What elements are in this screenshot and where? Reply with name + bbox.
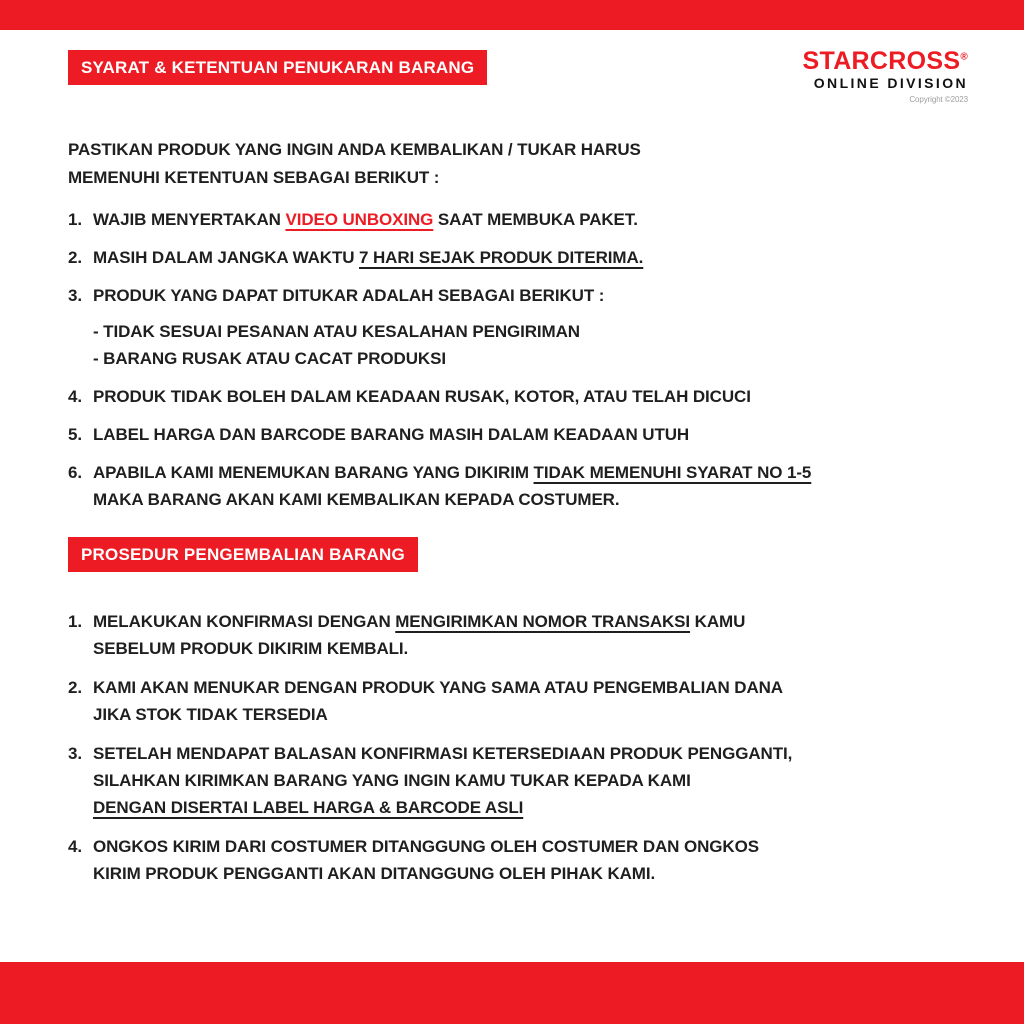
term-item-1: [68, 206, 968, 233]
item-text: [93, 206, 968, 233]
item-text: LABEL HARGA DAN BARCODE BARANG MASIH DALAM KEADAAN UTUH: [93, 425, 690, 445]
section2-badge-row: [68, 537, 968, 572]
copyright-text: Copyright ©2023: [909, 95, 968, 105]
text-segment: MASIH DALAM JANGKA WAKTU: [93, 248, 360, 268]
item-number: 1.: [68, 210, 82, 230]
item-number: 4.: [68, 387, 82, 407]
transaction-number-underline: MENGIRIMKAN NOMOR TRANSAKSI: [395, 612, 691, 632]
item-line-2: JIKA STOK TIDAK TERSEDIA: [93, 705, 328, 725]
registered-trademark-mark: ®: [960, 51, 968, 63]
procedure-item-3: [68, 740, 968, 821]
term-item-3: [68, 282, 968, 372]
item-number: 6.: [68, 463, 82, 483]
section2-title-badge: PROSEDUR PENGEMBALIAN BARANG: [68, 537, 418, 572]
requirement-underline: TIDAK MEMENUHI SYARAT NO 1-5: [533, 463, 812, 483]
sub-condition-2: - BARANG RUSAK ATAU CACAT PRODUKSI: [93, 349, 446, 369]
label-barcode-underline: DENGAN DISERTAI LABEL HARGA & BARCODE ASLI: [93, 798, 524, 818]
item-number: 2.: [68, 248, 82, 268]
item-text: [93, 740, 968, 821]
item-text: [93, 459, 968, 513]
procedure-item-4: [68, 833, 968, 887]
term-item-2: [68, 244, 968, 271]
item-text: [93, 608, 968, 662]
item-line-1: [93, 608, 968, 635]
item-line-2: SEBELUM PRODUK DIKIRIM KEMBALI.: [93, 639, 409, 659]
intro-line-2: MEMENUHI KETENTUAN SEBAGAI BERIKUT :: [68, 168, 440, 188]
item-line-1: SETELAH MENDAPAT BALASAN KONFIRMASI KETERSEDIAAN PRODUK PENGGANTI,: [93, 744, 793, 764]
item-line-2: KIRIM PRODUK PENGGANTI AKAN DITANGGUNG OLEH PIHAK KAMI.: [93, 864, 656, 884]
item-line-2: SILAHKAN KIRIMKAN BARANG YANG INGIN KAMU TUKAR KEPADA KAMI: [93, 771, 691, 791]
brand-logo: [803, 48, 968, 104]
section1-title-badge: SYARAT & KETENTUAN PENUKARAN BARANG: [68, 50, 487, 85]
item-text: [93, 833, 968, 887]
item-line-1: ONGKOS KIRIM DARI COSTUMER DITANGGUNG OLEH COSTUMER DAN ONGKOS: [93, 837, 759, 857]
header-row: [68, 47, 968, 105]
item-number: 1.: [68, 612, 82, 632]
term-item-4: [68, 383, 968, 410]
intro-paragraph: [68, 136, 968, 192]
brand-name: [803, 48, 968, 74]
item-line-1: KAMI AKAN MENUKAR DENGAN PRODUK YANG SAMA ATAU PENGEMBALIAN DANA: [93, 678, 783, 698]
procedure-item-2: [68, 674, 968, 728]
brand-text: STARCROSS: [802, 47, 961, 75]
item-number: 3.: [68, 286, 82, 306]
deadline-underline: 7 HARI SEJAK PRODUK DITERIMA.: [359, 248, 644, 268]
text-segment: APABILA KAMI MENEMUKAN BARANG YANG DIKIRIM: [93, 463, 534, 483]
term-item-5: [68, 421, 968, 448]
item-text: [93, 674, 968, 728]
item-number: 2.: [68, 678, 82, 698]
sub-conditions: [93, 318, 968, 372]
video-unboxing-highlight: VIDEO UNBOXING: [285, 210, 434, 230]
item-number: 3.: [68, 744, 82, 764]
item-line-1: [93, 459, 968, 486]
term-item-6: [68, 459, 968, 513]
top-red-bar: [0, 0, 1024, 30]
bottom-red-bar: [0, 962, 1024, 1024]
text-segment: SAAT MEMBUKA PAKET.: [433, 210, 638, 230]
item-number: 4.: [68, 837, 82, 857]
brand-subtitle: ONLINE DIVISION: [813, 75, 968, 92]
item-text: [93, 244, 968, 271]
procedure-item-1: [68, 608, 968, 662]
item-number: 5.: [68, 425, 82, 445]
item-text: [93, 282, 968, 372]
intro-line-1: PASTIKAN PRODUK YANG INGIN ANDA KEMBALIKAN / TUKAR HARUS: [68, 140, 641, 160]
text-segment: MELAKUKAN KONFIRMASI DENGAN: [93, 612, 396, 632]
item-text: PRODUK TIDAK BOLEH DALAM KEADAAN RUSAK, KOTOR, ATAU TELAH DICUCI: [93, 387, 751, 407]
procedure-list: [68, 608, 968, 887]
text-segment: KAMU: [690, 612, 746, 632]
text-segment: WAJIB MENYERTAKAN: [93, 210, 286, 230]
sub-condition-1: - TIDAK SESUAI PESANAN ATAU KESALAHAN PENGIRIMAN: [93, 322, 580, 342]
text-segment: PRODUK YANG DAPAT DITUKAR ADALAH SEBAGAI BERIKUT :: [93, 286, 605, 306]
terms-list: [68, 206, 968, 513]
item-line-2: MAKA BARANG AKAN KAMI KEMBALIKAN KEPADA COSTUMER.: [93, 490, 620, 510]
